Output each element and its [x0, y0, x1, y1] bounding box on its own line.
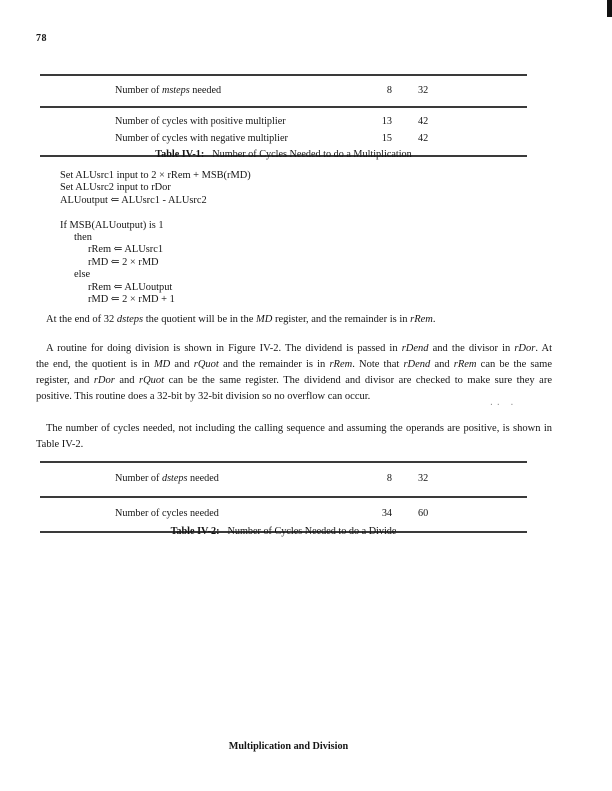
table-value-col2: 42 — [418, 133, 429, 144]
caption-text: Number of Cycles Needed to do a Divide — [227, 526, 397, 537]
table-row-label: Number of cycles with negative multiplier — [115, 133, 288, 144]
code-line: Set ALUsrc1 input to 2 × rRem + MSB(rMD) — [60, 170, 251, 181]
caption-label: Table IV-2: — [170, 526, 220, 537]
page-number: 78 — [36, 33, 47, 44]
table-row-label: Number of msteps needed — [115, 85, 222, 96]
table-value-col1: 8 — [386, 473, 392, 484]
dstep-pseudocode — [60, 170, 251, 306]
scan-artifact-dots: ·· · — [489, 400, 517, 409]
scan-artifact-corner — [607, 0, 612, 17]
table-row — [40, 82, 527, 99]
paragraph-line: register, and rDor and rQuot can be the same register. The dividend and divisor are checked to make sure they are — [36, 375, 552, 386]
table-row — [40, 113, 527, 130]
table-value-col2: 60 — [418, 508, 429, 519]
table-row — [40, 470, 527, 487]
table-row — [40, 505, 527, 522]
table-row-label: Number of cycles needed — [115, 508, 219, 519]
table-value-col2: 32 — [418, 85, 429, 96]
code-line-blank — [60, 207, 251, 219]
paragraph-cycles-needed — [36, 421, 552, 453]
table-row-label: Number of cycles with positive multiplier — [115, 116, 286, 127]
paragraph-dsteps-result — [36, 312, 552, 328]
code-line: If MSB(ALUoutput) is 1 — [60, 219, 164, 231]
code-line: then — [74, 232, 92, 244]
caption-text: Number of Cycles Needed to do a Multiplication — [212, 149, 412, 160]
code-line: rRem ⇐ ALUoutput — [88, 281, 173, 293]
table-value-col1: 15 — [381, 133, 392, 144]
table-row — [40, 130, 527, 147]
paragraph-line: positive. This routine does a 32-bit by 32-bit division so no overflow can occur. — [36, 391, 371, 402]
table-value-col1: 13 — [381, 116, 392, 127]
paragraph-line: The number of cycles needed, not including the calling sequence and assuming the operands are positive, is shown in — [46, 423, 552, 434]
paragraph-line: the end, the quotient is in MD and rQuot and the remainder is in rRem. Note that rDend and rRem can be the same — [36, 359, 552, 370]
table-row-label: Number of dsteps needed — [115, 473, 219, 484]
code-line: Set ALUsrc2 input to rDor — [60, 182, 171, 194]
table-value-col2: 32 — [418, 473, 429, 484]
paragraph-line: At the end of 32 dsteps the quotient will be in the MD register, and the remainder is in rRem. — [46, 314, 436, 325]
table-iv-2-caption — [40, 526, 527, 537]
paragraph-line: A routine for doing division is shown in Figure IV-2. The dividend is passed in rDend and the divisor in rDor. At — [46, 343, 552, 354]
table-iv-1-caption — [40, 149, 527, 160]
paragraph-division-routine — [36, 341, 552, 405]
table-iv-1 — [40, 74, 527, 157]
code-line: rMD ⇐ 2 × rMD — [88, 256, 159, 268]
table-value-col2: 42 — [418, 116, 429, 127]
paragraph-line: Table IV-2. — [36, 439, 84, 450]
code-line: else — [74, 269, 91, 281]
table-value-col1: 34 — [381, 508, 392, 519]
table-iv-2 — [40, 461, 527, 533]
code-line: rRem ⇐ ALUsrc1 — [88, 244, 164, 256]
caption-label: Table IV-1: — [155, 149, 205, 160]
code-line: ALUoutput ⇐ ALUsrc1 - ALUsrc2 — [60, 194, 207, 206]
table-value-col1: 8 — [386, 85, 392, 96]
code-line: rMD ⇐ 2 × rMD + 1 — [88, 294, 175, 306]
footer-title: Multiplication and Division — [228, 741, 349, 752]
